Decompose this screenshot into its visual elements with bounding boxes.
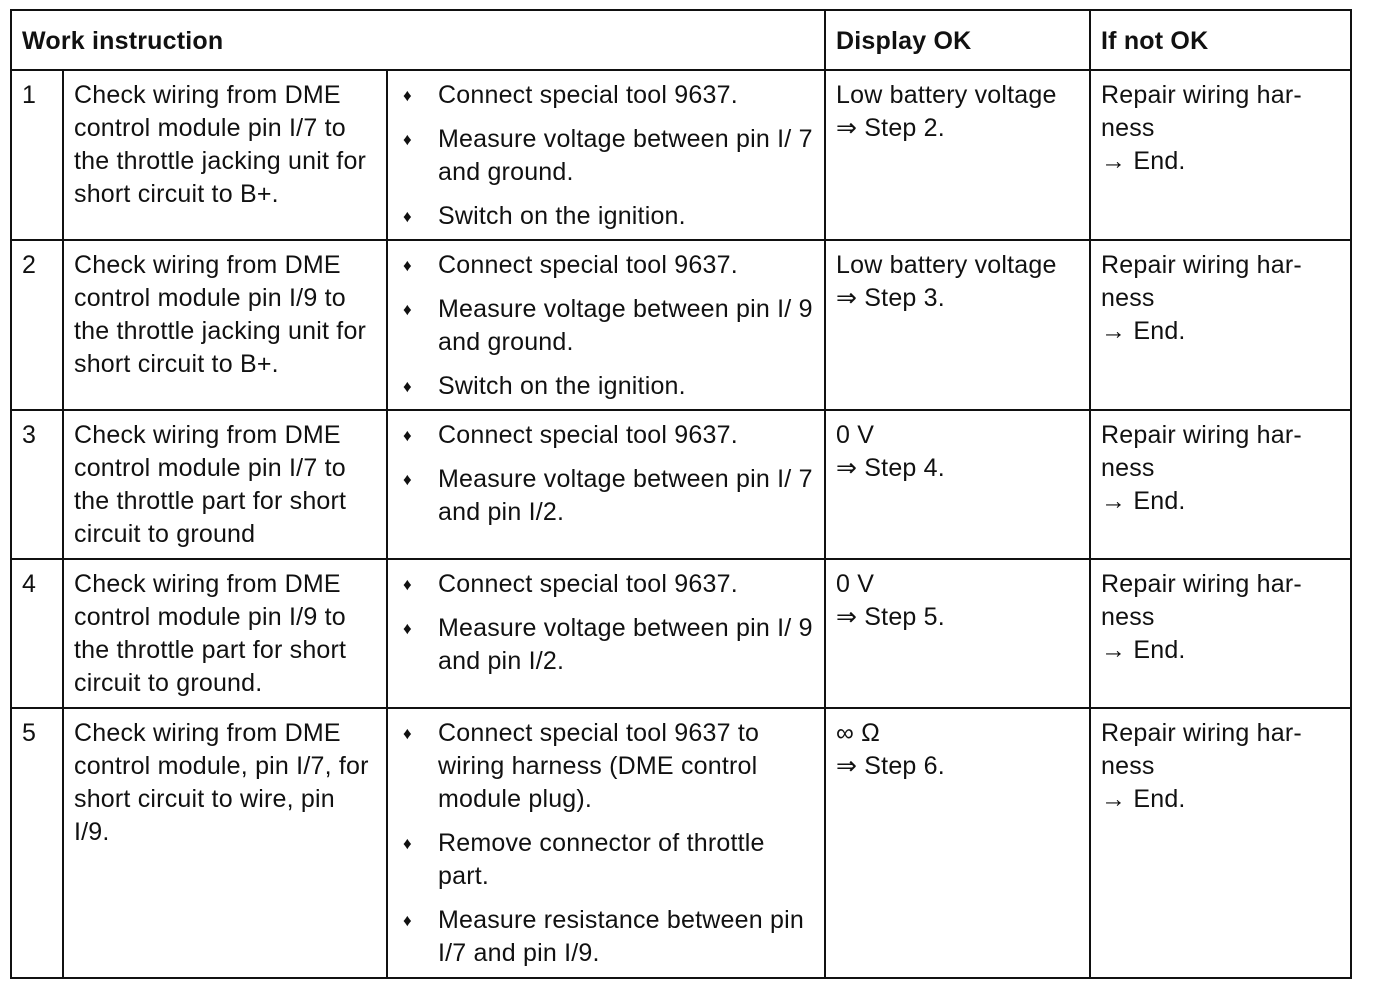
- table-row: [11, 708, 1351, 978]
- diamond-bullet-icon: ♦: [403, 470, 412, 489]
- diamond-bullet-icon: ♦: [403, 911, 412, 930]
- header-display-ok: Display OK: [825, 10, 1090, 70]
- actions-list: [398, 419, 814, 529]
- display-ok-value: Low battery voltage: [836, 251, 1057, 279]
- if-not-ok-action: Repair wiring har-ness: [1101, 570, 1302, 631]
- header-if-not-ok: If not OK: [1090, 10, 1351, 70]
- action-item: [398, 123, 814, 189]
- action-text: Measure resistance between pin I/7 and pin I/9.: [438, 906, 804, 967]
- action-item: [398, 79, 814, 112]
- action-item: [398, 249, 814, 282]
- actions-cell: [387, 559, 825, 708]
- action-text: Connect special tool 9637 to wiring harness (DME control module plug).: [438, 719, 760, 813]
- if-not-ok-cell: [1090, 70, 1351, 240]
- display-ok-cell: [825, 708, 1090, 978]
- diamond-bullet-icon: ♦: [403, 207, 412, 226]
- diamond-bullet-icon: ♦: [403, 834, 412, 853]
- action-item: [398, 200, 814, 233]
- actions-cell: [387, 410, 825, 559]
- if-not-ok-next: → End.: [1101, 487, 1186, 515]
- if-not-ok-cell: [1090, 708, 1351, 978]
- step-number: 3: [11, 410, 63, 559]
- actions-cell: [387, 70, 825, 240]
- if-not-ok-cell: [1090, 559, 1351, 708]
- if-not-ok-action: Repair wiring har-ness: [1101, 719, 1302, 780]
- diamond-bullet-icon: ♦: [403, 575, 412, 594]
- action-item: [398, 717, 814, 816]
- if-not-ok-next: → End.: [1101, 317, 1186, 345]
- if-not-ok-next: → End.: [1101, 785, 1186, 813]
- display-ok-next-step: ⇒ Step 4.: [836, 454, 945, 482]
- action-text: Switch on the ignition.: [438, 202, 686, 230]
- diamond-bullet-icon: ♦: [403, 724, 412, 743]
- table-row: [11, 240, 1351, 410]
- display-ok-cell: [825, 240, 1090, 410]
- action-item: [398, 904, 814, 970]
- table-row: [11, 559, 1351, 708]
- if-not-ok-next: → End.: [1101, 636, 1186, 664]
- display-ok-next-step: ⇒ Step 5.: [836, 603, 945, 631]
- action-item: [398, 612, 814, 678]
- check-description: Check wiring from DME control module pin I/9 to the throttle part for short circuit to ground.: [63, 559, 387, 708]
- display-ok-value: ∞ Ω: [836, 719, 881, 747]
- if-not-ok-action: Repair wiring har-ness: [1101, 251, 1302, 312]
- display-ok-value: Low battery voltage: [836, 81, 1057, 109]
- display-ok-next-step: ⇒ Step 6.: [836, 752, 945, 780]
- check-description: Check wiring from DME control module pin I/9 to the throttle jacking unit for short circuit to B+.: [63, 240, 387, 410]
- action-item: [398, 370, 814, 403]
- action-item: [398, 827, 814, 893]
- actions-cell: [387, 708, 825, 978]
- header-work-instruction: Work instruction: [11, 10, 825, 70]
- table-row: [11, 70, 1351, 240]
- display-ok-next-step: ⇒ Step 3.: [836, 284, 945, 312]
- action-item: [398, 419, 814, 452]
- table-row: [11, 410, 1351, 559]
- action-item: [398, 568, 814, 601]
- check-description: Check wiring from DME control module pin I/7 to the throttle jacking unit for short circuit to B+.: [63, 70, 387, 240]
- step-number: 5: [11, 708, 63, 978]
- step-number: 2: [11, 240, 63, 410]
- action-text: Switch on the ignition.: [438, 372, 686, 400]
- action-text: Remove connector of throttle part.: [438, 829, 765, 890]
- work-instruction-table: [10, 9, 1352, 979]
- if-not-ok-cell: [1090, 240, 1351, 410]
- action-text: Connect special tool 9637.: [438, 251, 738, 279]
- action-text: Connect special tool 9637.: [438, 421, 738, 449]
- if-not-ok-cell: [1090, 410, 1351, 559]
- check-description: Check wiring from DME control module, pin I/7, for short circuit to wire, pin I/9.: [63, 708, 387, 978]
- diamond-bullet-icon: ♦: [403, 426, 412, 445]
- diamond-bullet-icon: ♦: [403, 300, 412, 319]
- actions-list: [398, 79, 814, 233]
- actions-list: [398, 249, 814, 403]
- action-text: Measure voltage between pin I/ 9 and ground.: [438, 295, 813, 356]
- diamond-bullet-icon: ♦: [403, 256, 412, 275]
- action-item: [398, 463, 814, 529]
- display-ok-cell: [825, 559, 1090, 708]
- diamond-bullet-icon: ♦: [403, 86, 412, 105]
- action-item: [398, 293, 814, 359]
- if-not-ok-action: Repair wiring har-ness: [1101, 421, 1302, 482]
- display-ok-cell: [825, 70, 1090, 240]
- if-not-ok-next: → End.: [1101, 147, 1186, 175]
- check-description: Check wiring from DME control module pin I/7 to the throttle part for short circuit to ground: [63, 410, 387, 559]
- display-ok-cell: [825, 410, 1090, 559]
- diamond-bullet-icon: ♦: [403, 619, 412, 638]
- action-text: Measure voltage between pin I/ 7 and ground.: [438, 125, 813, 186]
- diamond-bullet-icon: ♦: [403, 130, 412, 149]
- action-text: Measure voltage between pin I/ 9 and pin I/2.: [438, 614, 813, 675]
- diamond-bullet-icon: ♦: [403, 377, 412, 396]
- action-text: Measure voltage between pin I/ 7 and pin I/2.: [438, 465, 813, 526]
- table-header-row: [11, 10, 1351, 70]
- action-text: Connect special tool 9637.: [438, 570, 738, 598]
- step-number: 4: [11, 559, 63, 708]
- display-ok-value: 0 V: [836, 570, 875, 598]
- if-not-ok-action: Repair wiring har-ness: [1101, 81, 1302, 142]
- actions-cell: [387, 240, 825, 410]
- actions-list: [398, 568, 814, 678]
- action-text: Connect special tool 9637.: [438, 81, 738, 109]
- step-number: 1: [11, 70, 63, 240]
- display-ok-value: 0 V: [836, 421, 875, 449]
- actions-list: [398, 717, 814, 970]
- display-ok-next-step: ⇒ Step 2.: [836, 114, 945, 142]
